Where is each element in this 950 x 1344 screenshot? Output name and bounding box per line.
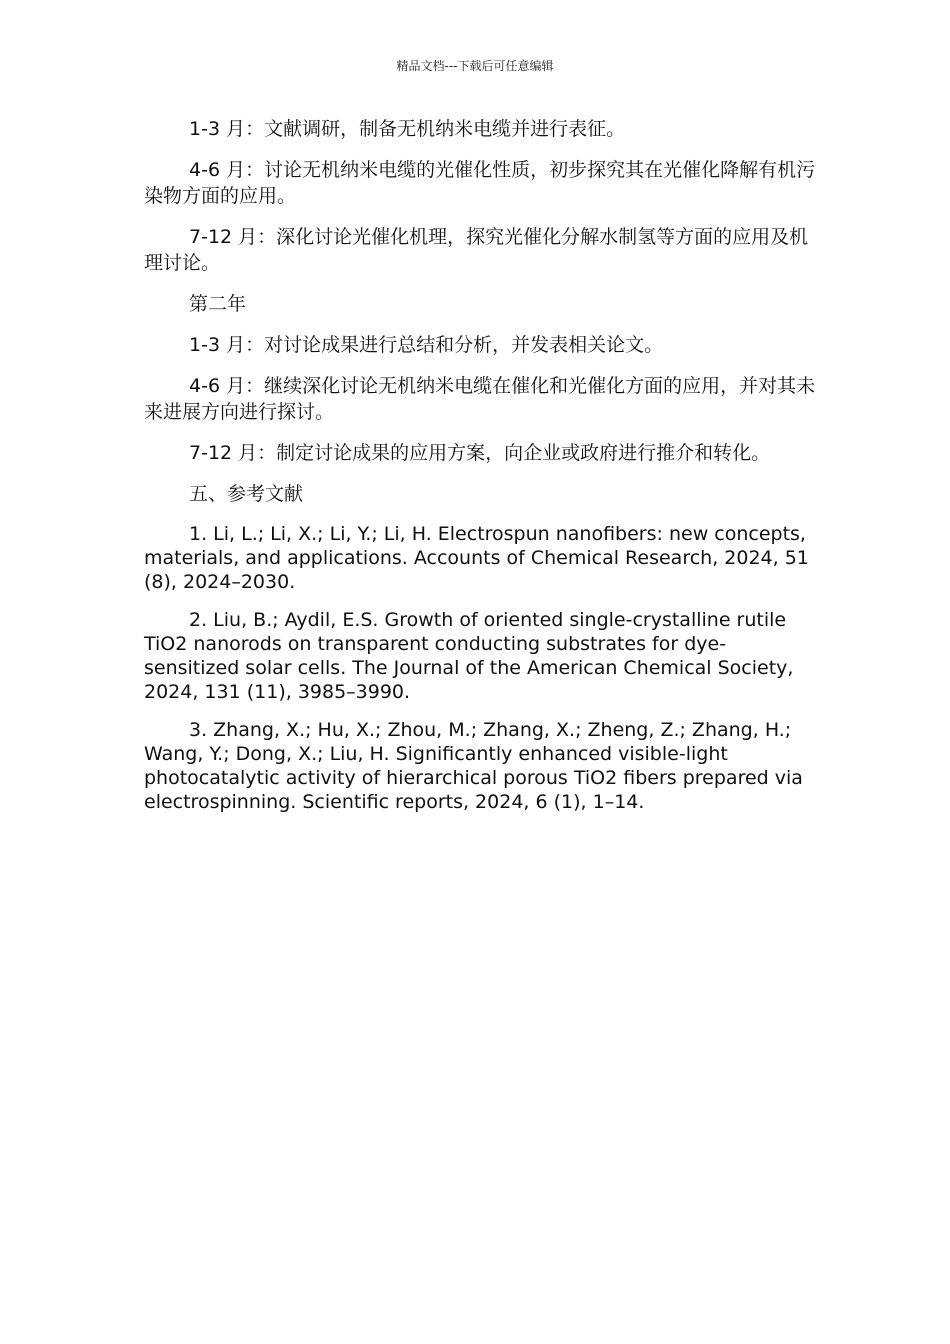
schedule-item-year1-q1: 1-3 月：文献调研，制备无机纳米电缆并进行表征。 (189, 118, 626, 140)
schedule-item-year2-q2: 4-6 月：继续深化讨论无机纳米电缆在催化和光催化方面的应用，并对其未来进展方向进行探讨。 (144, 375, 816, 423)
reference-item: 1. Li, L.; Li, X.; Li, Y.; Li, H. Electrospun nanofibers: new concepts, materials, and applications. Accounts of Chemical Research, 2024, 51 (8), 2024–2030. (144, 523, 809, 593)
section-heading-references: 五、参考文献 (189, 483, 304, 505)
section-heading-year2: 第二年 (189, 293, 247, 315)
schedule-item-year2-q1: 1-3 月：对讨论成果进行总结和分析，并发表相关论文。 (189, 334, 664, 356)
page-header: 精品文档---下载后可任意编辑 (396, 59, 554, 73)
reference-item: 3. Zhang, X.; Hu, X.; Zhou, M.; Zhang, X.; Zheng, Z.; Zhang, H.; Wang, Y.; Dong, X.; Liu, H. Significantly enhanced visible-light photocatalytic activity of hierarchical porous TiO2 fibers prepared via electrospinning. Scientific reports, 2024, 6 (1), 1–14. (144, 719, 803, 813)
document-body (144, 116, 816, 828)
schedule-item-year2-q3-q4: 7-12 月：制定讨论成果的应用方案，向企业或政府进行推介和转化。 (189, 442, 771, 464)
reference-item: 2. Liu, B.; Aydil, E.S. Growth of oriented single-crystalline rutile TiO2 nanorods on transparent conducting substrates for dye-sensitized solar cells. The Journal of the American Chemical Society, 2024, 131 (11), 3985–3990. (144, 609, 794, 703)
schedule-item-year1-q3-q4: 7-12 月：深化讨论光催化机理，探究光催化分解水制氢等方面的应用及机理讨论。 (144, 226, 809, 274)
schedule-item-year1-q2: 4-6 月：讨论无机纳米电缆的光催化性质，初步探究其在光催化降解有机污染物方面的应用。 (144, 159, 816, 207)
